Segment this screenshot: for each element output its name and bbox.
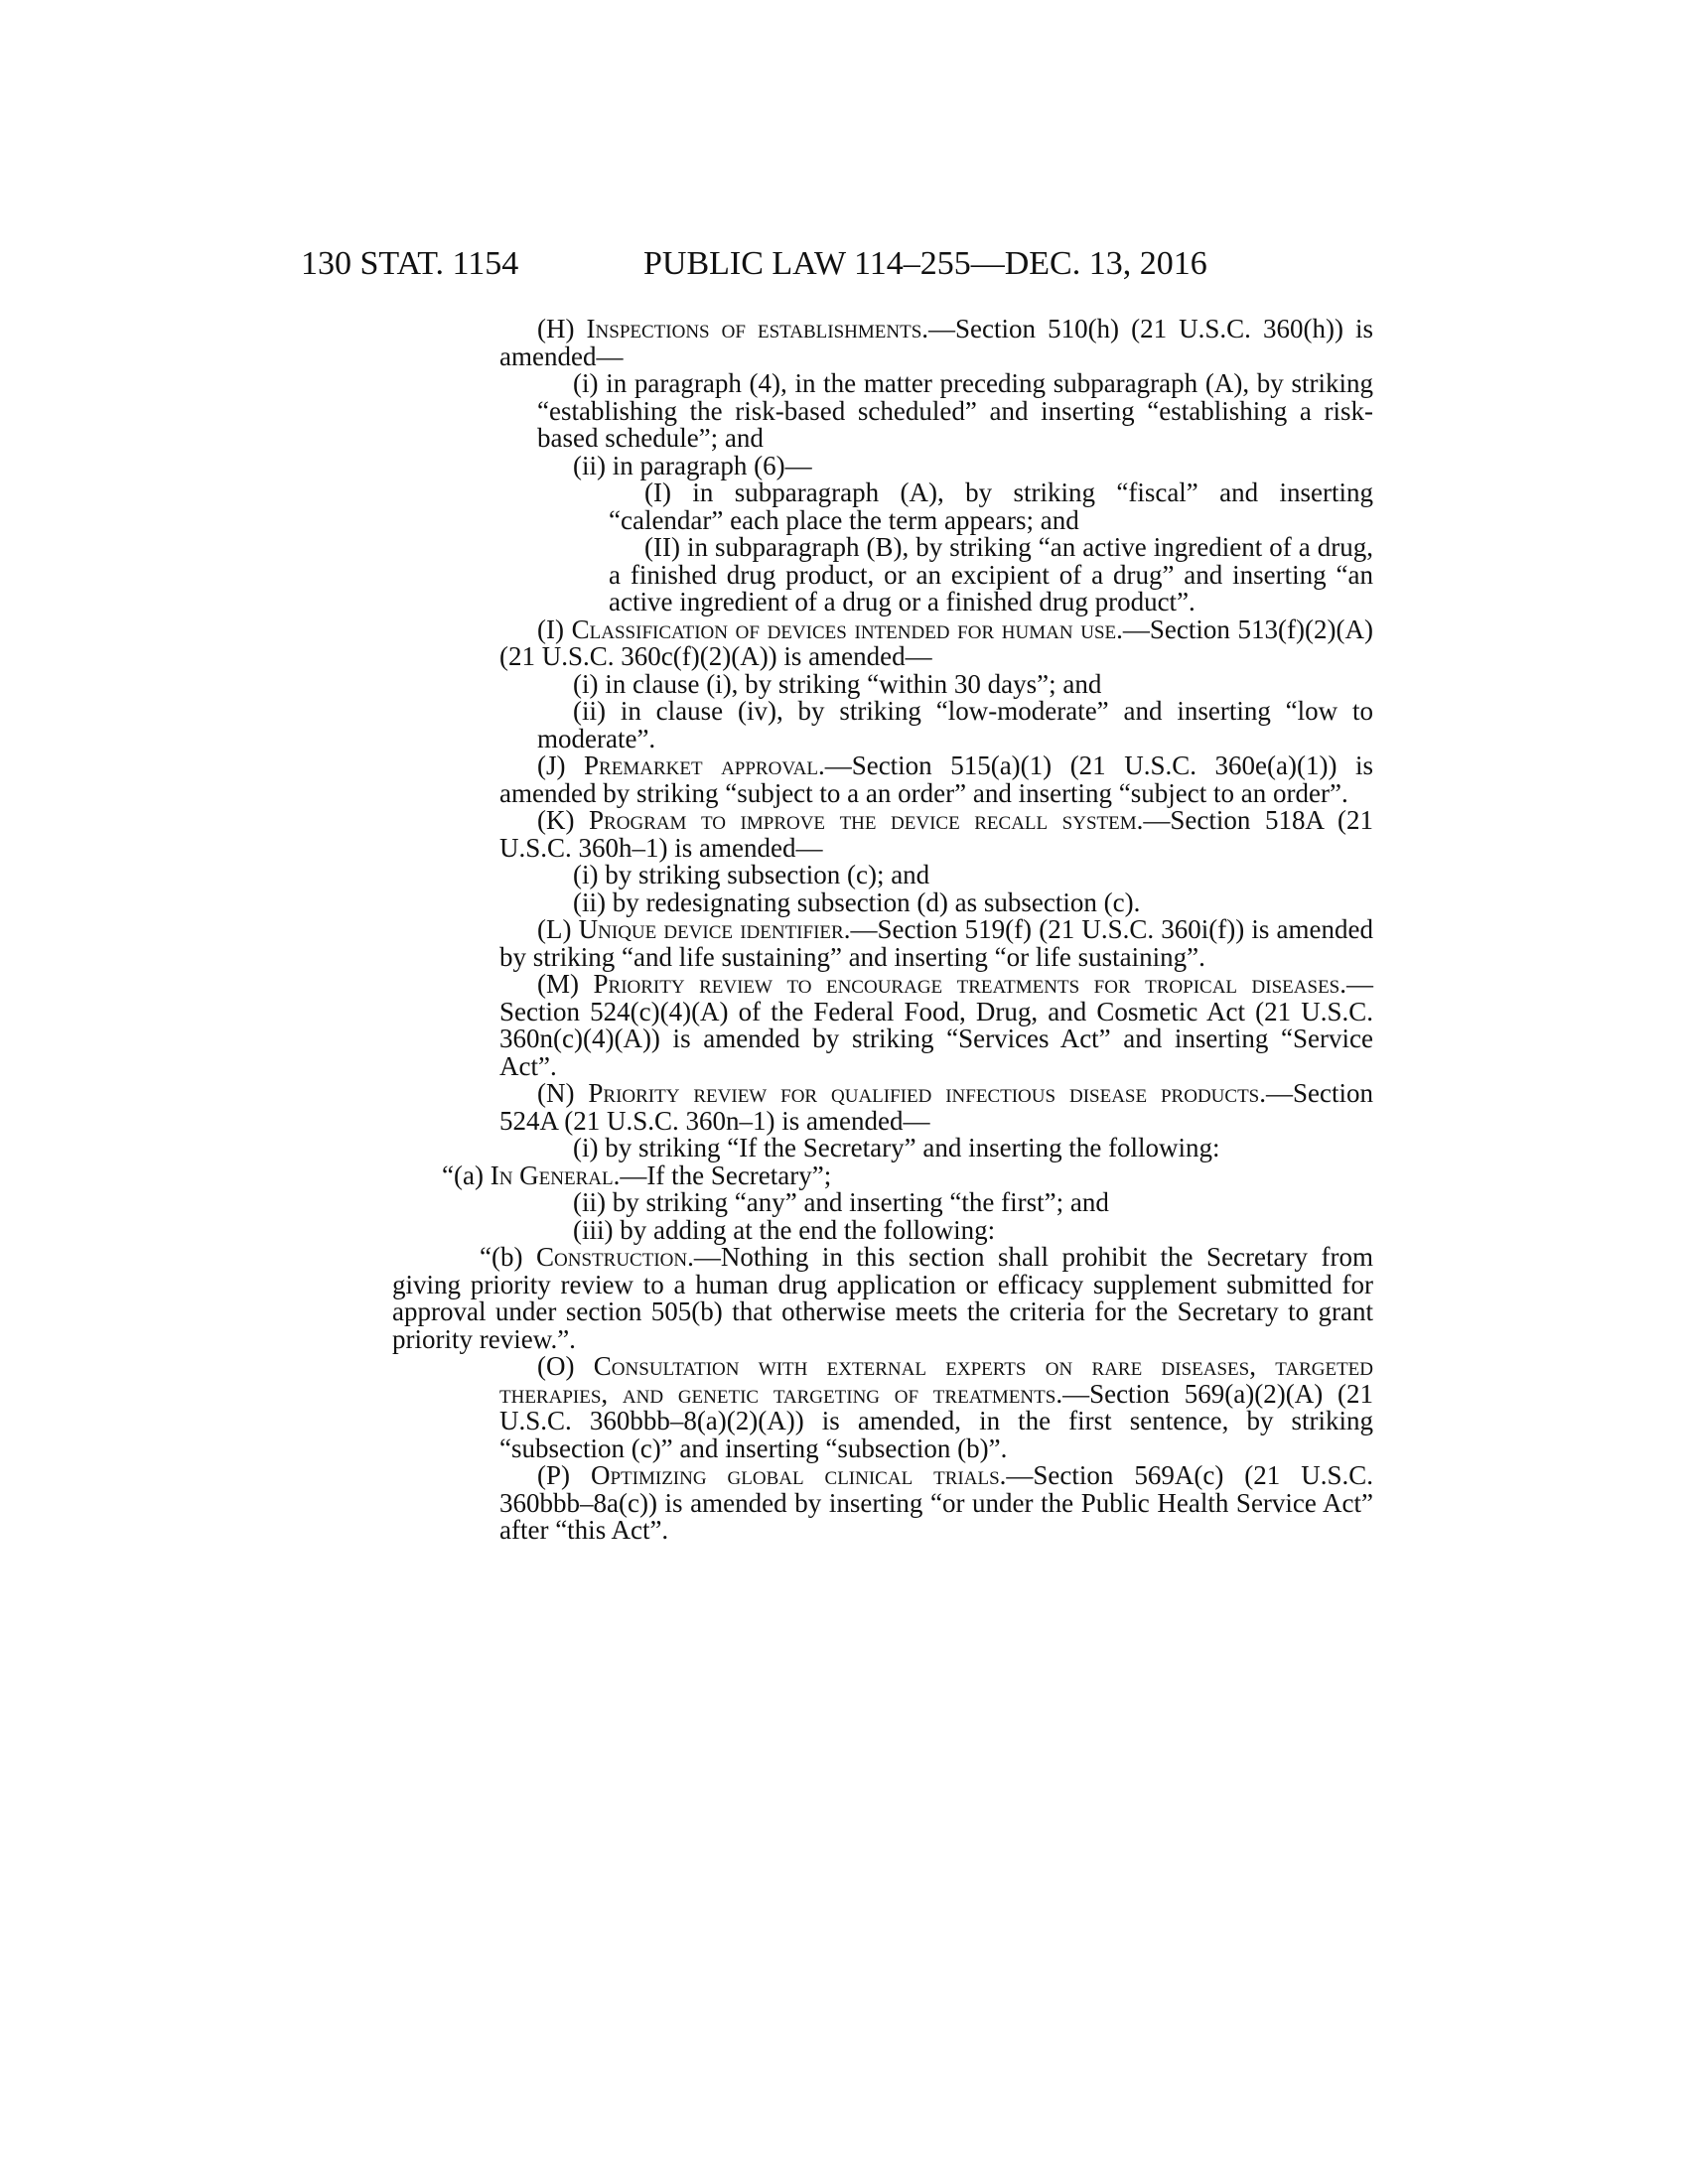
- document-body: [392, 314, 1374, 1545]
- paragraph-text: .—Section 513(f)(2)(A) (21 U.S.C. 360c(f)(2)(A)) is amended—: [499, 614, 1373, 671]
- paragraph-text: (i) in clause (i), by striking “within 30 days”; and: [573, 668, 1102, 699]
- paragraph: [499, 668, 1373, 699]
- paragraph-text: (M): [537, 969, 594, 999]
- paragraph: [499, 1462, 1373, 1545]
- section-heading: Premarket approval: [584, 751, 818, 780]
- paragraph: [499, 1080, 1373, 1135]
- paragraph: [499, 752, 1373, 807]
- section-heading: Classification of devices intended for human use: [571, 614, 1117, 644]
- statute-page-number: 130 STAT. 1154: [301, 245, 519, 282]
- paragraph: [499, 534, 1373, 616]
- paragraph-text: “(b): [480, 1242, 537, 1272]
- running-header-title: PUBLIC LAW 114–255—DEC. 13, 2016: [643, 245, 1207, 282]
- paragraph: [499, 916, 1373, 971]
- section-heading: In General: [490, 1160, 614, 1190]
- paragraph-text: (H): [537, 314, 587, 343]
- paragraph: [499, 1135, 1373, 1162]
- paragraph-text: .—Section 569A(c) (21 U.S.C. 360bbb–8a(c)) is amended by inserting “or under the Public Health Service Act” after “this Act”.: [499, 1460, 1374, 1545]
- section-heading: Construction: [536, 1242, 688, 1272]
- paragraph-text: “(a): [442, 1160, 491, 1190]
- paragraph-text: .—Section 524(c)(4)(A) of the Federal Food, Drug, and Cosmetic Act (21 U.S.C. 360n(c)(4)(A)) is amended by striking “Services Act” and inserting “Service Act”.: [499, 969, 1373, 1081]
- paragraph: [499, 1214, 1373, 1245]
- paragraph-text: (I): [537, 614, 572, 644]
- section-heading: Consultation with external experts on rare diseases, targeted therapies, and genetic targeting of treatments: [499, 1351, 1373, 1409]
- paragraph-text: (L): [537, 914, 579, 944]
- paragraph: [392, 1244, 1373, 1353]
- section-heading: Unique device identifier: [578, 914, 844, 944]
- paragraph: [499, 862, 1373, 889]
- paragraph-text: (ii) in clause (iv), by striking “low-moderate” and inserting “low to moderate”.: [537, 696, 1373, 753]
- paragraph-text: .—Section 510(h) (21 U.S.C. 360(h)) is amended—: [499, 314, 1374, 371]
- section-heading: Priority review to encourage treatments for tropical diseases: [593, 969, 1340, 999]
- paragraph-text: (O): [537, 1351, 594, 1381]
- paragraph-text: .—If the Secretary”;: [613, 1160, 832, 1190]
- paragraph-text: (iii) by adding at the end the following:: [573, 1214, 996, 1245]
- paragraph-text: (II) in subparagraph (B), by striking “an active ingredient of a drug, a finished drug product, or an excipient of a drug” and inserting “an active ingredient of a drug or a finished drug product”.: [609, 532, 1373, 616]
- paragraph: [499, 616, 1373, 671]
- paragraph-text: (N): [537, 1078, 589, 1108]
- paragraph-text: (I) in subparagraph (A), by striking “fiscal” and inserting “calendar” each place the term appears; and: [609, 478, 1373, 535]
- paragraph-text: (J): [537, 751, 585, 780]
- paragraph: [499, 807, 1373, 862]
- paragraph-text: .—Nothing in this section shall prohibit the Secretary from giving priority review to a human drug application or efficacy supplement submitted for approval under section 505(b) that otherwise meets the criteria for the Secretary to grant priority review.”.: [392, 1242, 1374, 1354]
- paragraph-text: (i) by striking subsection (c); and: [573, 860, 930, 889]
- paragraph-text: (i) in paragraph (4), in the matter preceding subparagraph (A), by striking “establishing the risk-based scheduled” and inserting “establishing a risk-based schedule”; and: [537, 368, 1373, 453]
- paragraph: [442, 1162, 1373, 1190]
- paragraph-text: (P): [537, 1460, 591, 1490]
- paragraph-text: .—Section 569(a)(2)(A) (21 U.S.C. 360bbb–8(a)(2)(A)) is amended, in the first sentence, by striking “subsection (c)” and inserting “subsection (b)”.: [499, 1378, 1373, 1463]
- paragraph-text: .—Section 518A (21 U.S.C. 360h–1) is amended—: [499, 805, 1373, 863]
- paragraph-text: (ii) by striking “any” and inserting “the first”; and: [573, 1187, 1109, 1217]
- paragraph: [499, 698, 1373, 752]
- section-heading: Inspections of establishments: [586, 314, 922, 343]
- paragraph: [499, 1189, 1373, 1217]
- paragraph-text: .—Section 519(f) (21 U.S.C. 360i(f)) is amended by striking “and life sustaining” and inserting “or life sustaining”.: [499, 914, 1374, 972]
- paragraph-text: (K): [537, 805, 590, 835]
- paragraph-text: (ii) in paragraph (6)—: [573, 450, 812, 480]
- paragraph: [499, 889, 1373, 917]
- section-heading: Priority review for qualified infectious disease products: [588, 1078, 1260, 1108]
- paragraph-text: (i) by striking “If the Secretary” and inserting the following:: [573, 1133, 1220, 1162]
- paragraph-text: .—Section 524A (21 U.S.C. 360n–1) is amended—: [499, 1078, 1373, 1136]
- paragraph: [499, 1353, 1373, 1462]
- paragraph: [499, 316, 1373, 370]
- paragraph: [499, 479, 1373, 534]
- section-heading: Program to improve the device recall system: [589, 805, 1137, 835]
- paragraph: [499, 971, 1373, 1080]
- section-heading: Optimizing global clinical trials: [590, 1460, 1000, 1490]
- paragraph-text: .—Section 515(a)(1) (21 U.S.C. 360e(a)(1)) is amended by striking “subject to a an order” and inserting “subject to an order”.: [499, 751, 1373, 808]
- paragraph: [499, 370, 1373, 453]
- paragraph-text: (ii) by redesignating subsection (d) as subsection (c).: [573, 887, 1141, 917]
- paragraph: [499, 450, 1373, 480]
